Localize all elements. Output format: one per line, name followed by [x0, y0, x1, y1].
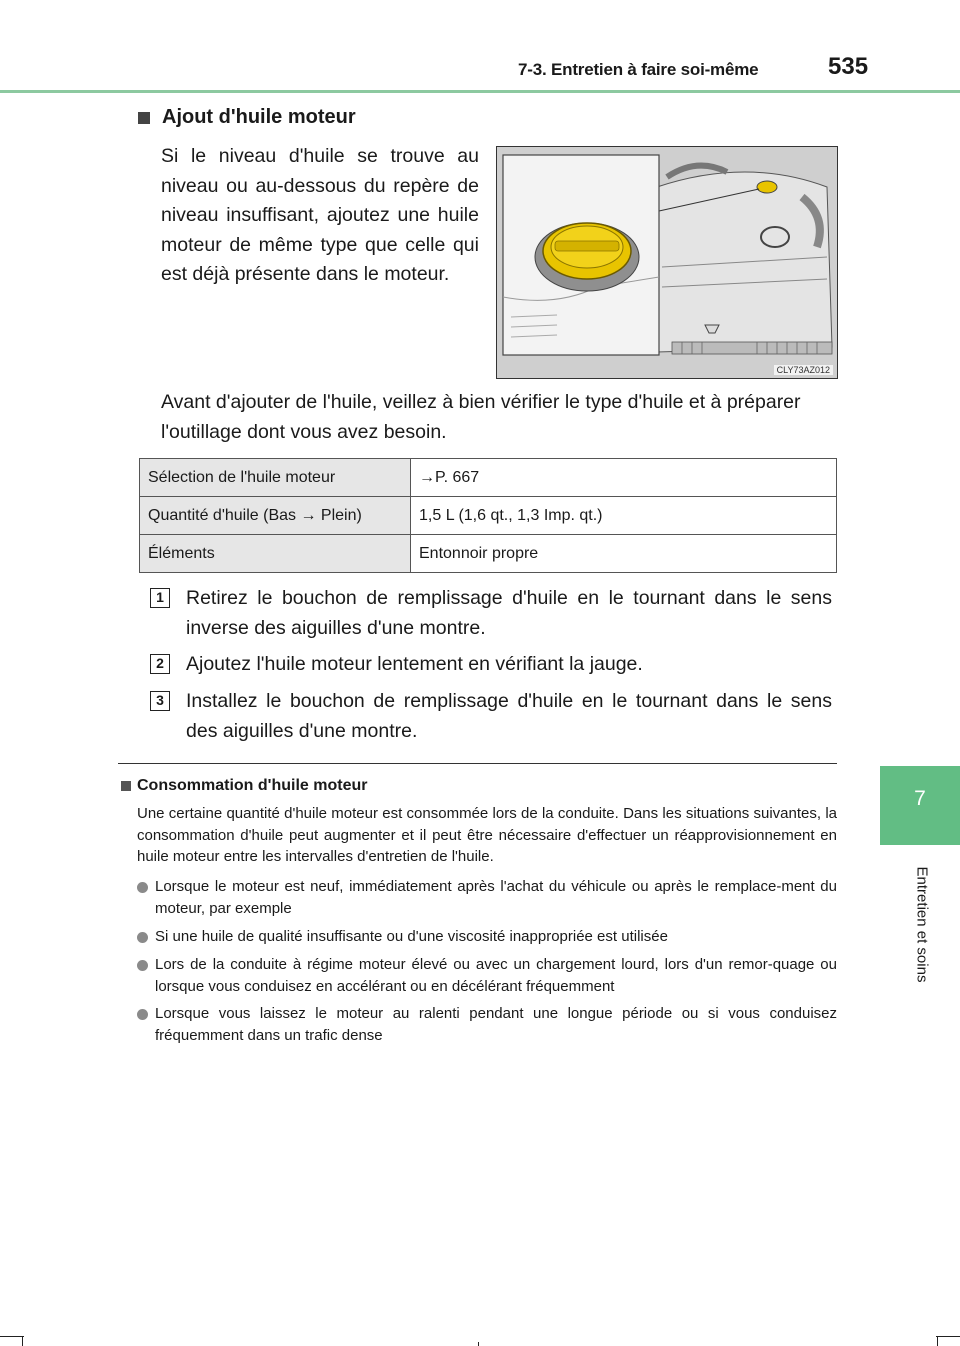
- engine-bay-drawing: [497, 147, 837, 378]
- section-divider: [118, 763, 837, 764]
- chapter-label: Entretien et soins: [913, 866, 931, 983]
- list-item-text: Lors de la conduite à régime moteur élevé ou avec un chargement lourd, lors d'un remor-quage ou lorsque vous conduisez en accélérant ou en décélérant fréquemment: [155, 956, 837, 995]
- crop-mark: [478, 1342, 479, 1346]
- step-number-badge: 1: [150, 588, 170, 608]
- step-text: Retirez le bouchon de remplissage d'huile en le tournant dans le sens inverse des aiguilles d'une montre.: [186, 587, 832, 639]
- circle-bullet-icon: [137, 960, 148, 971]
- table-row: [140, 497, 837, 535]
- note-title: [121, 777, 367, 795]
- section-title-text: Ajout d'huile moteur: [162, 106, 356, 128]
- crop-mark: [22, 1336, 23, 1346]
- circle-bullet-icon: [137, 932, 148, 943]
- list-item-text: Lorsque vous laissez le moteur au ralenti pendant une longue période ou si vous conduisez fréquemment dans un trafic dense: [155, 1005, 837, 1044]
- list-item: [137, 1003, 837, 1046]
- engine-oil-cap-illustration: [496, 146, 838, 379]
- figure-code: CLY73AZ012: [774, 365, 833, 375]
- table-row: [140, 535, 837, 573]
- crop-mark: [936, 1336, 960, 1337]
- step-number-badge: 3: [150, 691, 170, 711]
- square-bullet-icon: [121, 781, 131, 791]
- crop-mark: [0, 1336, 24, 1337]
- square-bullet-icon: [138, 112, 150, 124]
- list-item-text: Si une huile de qualité insuffisante ou d'une viscosité inappropriée est utilisée: [155, 928, 668, 945]
- table-value-cell: →P. 667: [411, 459, 837, 497]
- chapter-number: 7: [914, 787, 926, 810]
- list-item: [137, 954, 837, 997]
- table-label-cell: Quantité d'huile (Bas → Plein): [140, 497, 411, 535]
- step-text: Ajoutez l'huile moteur lentement en vérifiant la jauge.: [186, 653, 643, 675]
- step-text: Installez le bouchon de remplissage d'huile en le tournant dans le sens des aiguilles d'une montre.: [186, 690, 832, 742]
- step-3: [150, 687, 832, 746]
- note-body: Une certaine quantité d'huile moteur est consommée lors de la conduite. Dans les situations suivantes, la consommation d'huile peut augmenter et il peut être nécessaire d'effectuer un réapprovisionnement en huile moteur entre les intervalles d'entretien de l'huile.: [137, 805, 837, 865]
- section-title: [138, 106, 356, 129]
- list-item-text: Lorsque le moteur est neuf, immédiatement après l'achat du véhicule ou après le remplace-ment du moteur, par exemple: [155, 878, 837, 917]
- crop-mark: [937, 1336, 938, 1346]
- page-number: 535: [828, 53, 869, 80]
- step-2: [150, 650, 832, 680]
- list-item: [137, 926, 837, 948]
- table-label-cell: Sélection de l'huile moteur: [140, 459, 411, 497]
- preparation-paragraph: Avant d'ajouter de l'huile, veillez à bien vérifier le type d'huile et à préparer l'outillage dont vous avez besoin.: [161, 391, 801, 443]
- table-value-cell: 1,5 L (1,6 qt., 1,3 Imp. qt.): [411, 497, 837, 535]
- intro-paragraph: Si le niveau d'huile se trouve au niveau ou au-dessous du repère de niveau insuffisant, ajoutez une huile moteur de même type que celle qui est déjà présente dans le moteur.: [161, 145, 479, 285]
- header-section-title: 7-3. Entretien à faire soi-même: [518, 60, 759, 79]
- table-row: [140, 459, 837, 497]
- table-label-cell: Éléments: [140, 535, 411, 573]
- circle-bullet-icon: [137, 882, 148, 893]
- table-value-cell: Entonnoir propre: [411, 535, 837, 573]
- step-number-badge: 2: [150, 654, 170, 674]
- list-item: [137, 876, 837, 919]
- header-rule: [0, 90, 960, 93]
- circle-bullet-icon: [137, 1009, 148, 1020]
- oil-spec-table: [139, 458, 837, 573]
- step-1: [150, 584, 832, 643]
- note-title-text: Consommation d'huile moteur: [137, 777, 368, 794]
